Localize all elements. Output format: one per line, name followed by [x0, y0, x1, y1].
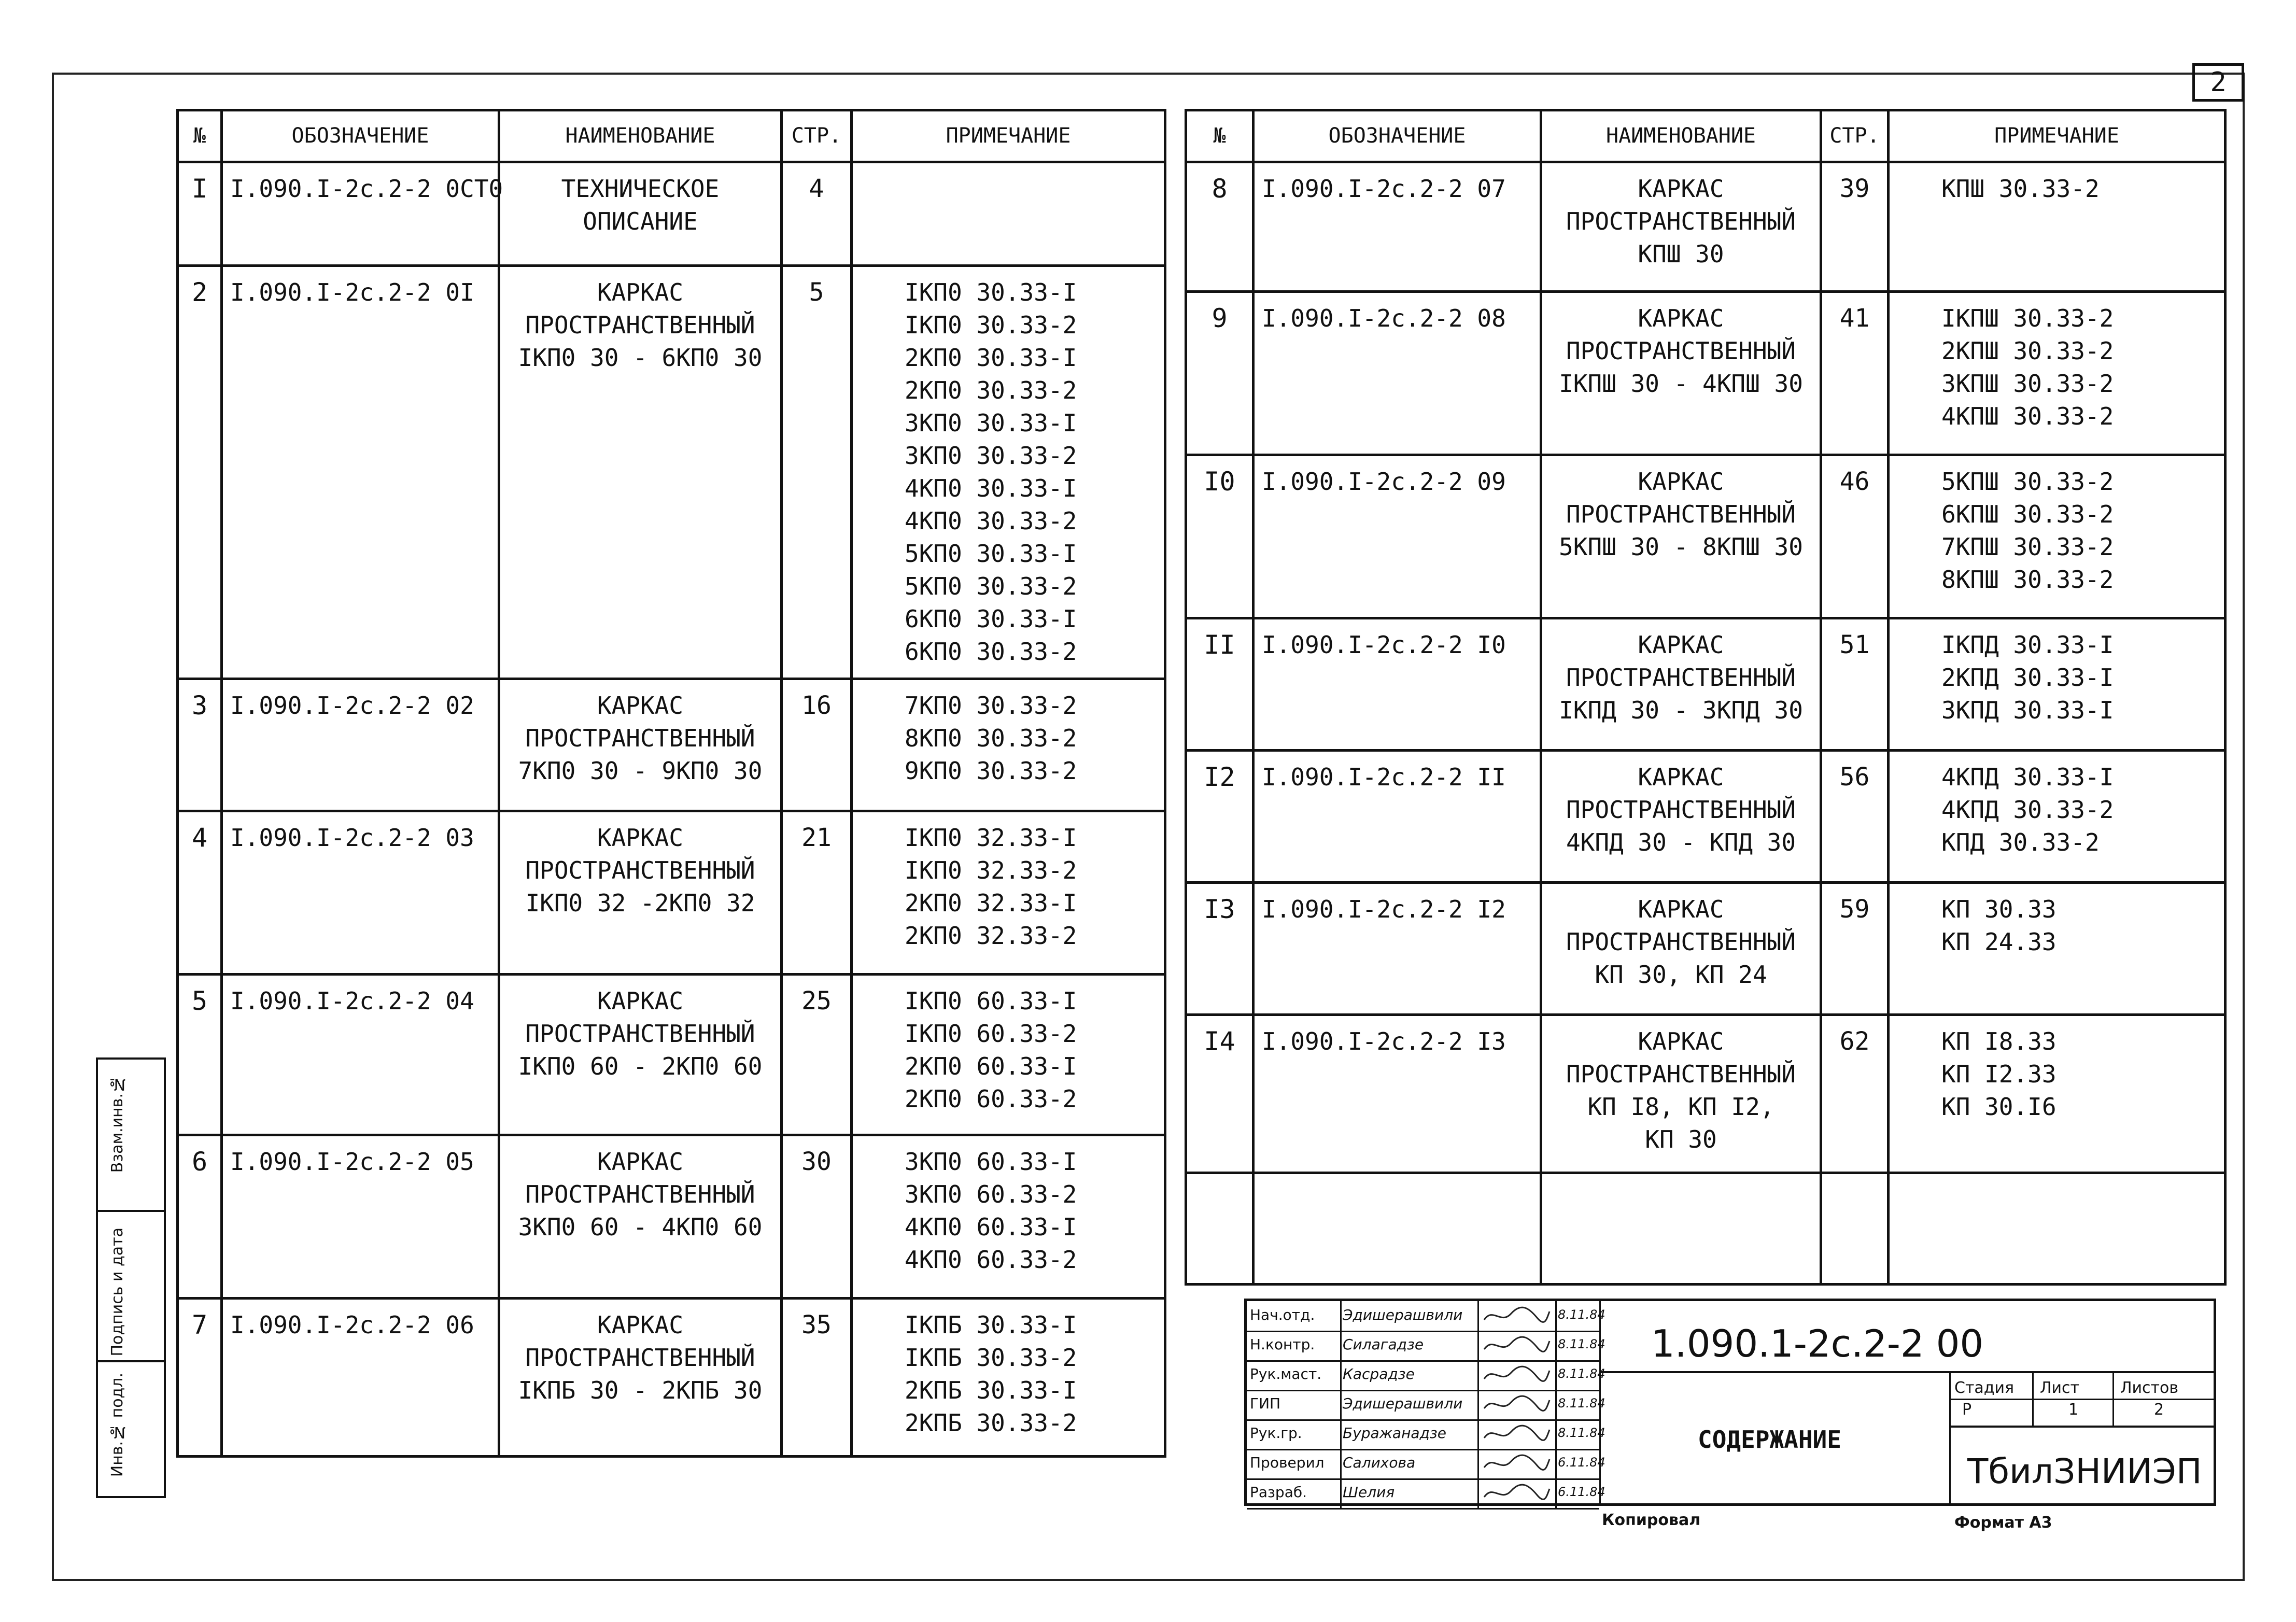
signature-role: Нач.отд. — [1250, 1306, 1315, 1323]
row-note: IКП0 32.33-I IКП0 32.33-2 2КП0 32.33-I 2КП0 32.33-2 — [852, 811, 1165, 975]
margin-cell — [98, 1360, 164, 1498]
row-designation: I.090.I-2с.2-2 0I — [222, 266, 499, 679]
row-designation: I.090.I-2с.2-2 I0 — [1253, 618, 1541, 751]
row-page: 5 — [782, 266, 852, 679]
document-code: 1.090.1-2с.2-2 00 — [1651, 1322, 1984, 1365]
row-note — [852, 162, 1165, 266]
format-label: Формат А3 — [1954, 1514, 2052, 1532]
empty-row — [1186, 1173, 2225, 1285]
row-number: 6 — [178, 1135, 222, 1299]
table-header-row — [178, 110, 1165, 162]
signature-person: Салихова — [1343, 1454, 1416, 1471]
row-page: 46 — [1821, 455, 1889, 618]
row-number: 4 — [178, 811, 222, 975]
row-designation: I.090.I-2с.2-2 05 — [222, 1135, 499, 1299]
stage-label: Стадия — [1954, 1379, 2015, 1397]
row-page: 39 — [1821, 162, 1889, 292]
row-designation: I.090.I-2с.2-2 II — [1253, 751, 1541, 883]
row-note: IКП0 30.33-I IКП0 30.33-2 2КП0 30.33-I 2КП0 30.33-2 3КП0 30.33-I 3КП0 30.33-2 4КП0 30.33-I 4КП0 30.33-2 5КП0 30.33-I 5КП0 30.33-2 6КП0 30.33-I 6КП0 30.33-2 — [852, 266, 1165, 679]
signature-scribble-icon — [1480, 1482, 1553, 1504]
right-table-body — [1186, 162, 2225, 1285]
header-num: № — [1186, 110, 1253, 162]
row-note: 4КПД 30.33-I 4КПД 30.33-2 КПД 30.33-2 — [1889, 751, 2225, 883]
signature-person: Шелия — [1343, 1484, 1395, 1501]
row-number: 5 — [178, 975, 222, 1135]
row-name: КАРКАС ПРОСТРАНСТВЕННЫЙ IКП0 30 - 6КП0 30 — [499, 266, 782, 679]
empty-cell — [1541, 1173, 1821, 1285]
contents-table-left — [176, 109, 1166, 1458]
row-name: КАРКАС ПРОСТРАНСТВЕННЫЙ IКП0 32 -2КП0 32 — [499, 811, 782, 975]
row-name: ТЕХНИЧЕСКОЕ ОПИСАНИЕ — [499, 162, 782, 266]
table-row — [178, 266, 1165, 679]
signature-scribble-icon — [1480, 1334, 1553, 1357]
table-row — [178, 1135, 1165, 1299]
divider — [1949, 1371, 1951, 1503]
empty-cell — [1186, 1173, 1253, 1285]
row-designation: I.090.I-2с.2-2 I3 — [1253, 1015, 1541, 1173]
signature-date: 6.11.84 — [1558, 1485, 1605, 1499]
table-row — [178, 1299, 1165, 1457]
signature-row — [1247, 1478, 1605, 1510]
sheets-label: Листов — [2120, 1379, 2179, 1397]
row-designation: I.090.I-2с.2-2 03 — [222, 811, 499, 975]
signature-person: Эдишерашвили — [1343, 1306, 1463, 1323]
document-title: СОДЕРЖАНИЕ — [1698, 1426, 1841, 1454]
table-row — [178, 679, 1165, 811]
row-name: КАРКАС ПРОСТРАНСТВЕННЫЙ 4КПД 30 - КПД 30 — [1541, 751, 1821, 883]
signature-date: 8.11.84 — [1558, 1396, 1605, 1411]
empty-cell — [1889, 1173, 2225, 1285]
header-num: № — [178, 110, 222, 162]
row-designation: I.090.I-2с.2-2 06 — [222, 1299, 499, 1457]
row-designation: I.090.I-2с.2-2 08 — [1253, 292, 1541, 455]
table-row — [1186, 751, 2225, 883]
left-table-body — [178, 162, 1165, 1457]
divider — [1340, 1301, 1342, 1508]
row-number: I3 — [1186, 883, 1253, 1015]
row-note: КП 30.33 КП 24.33 — [1889, 883, 2225, 1015]
row-note: КПШ 30.33-2 — [1889, 162, 2225, 292]
table-row — [1186, 162, 2225, 292]
table-row — [178, 162, 1165, 266]
signature-role: Рук.маст. — [1250, 1365, 1322, 1383]
header-page: СТР. — [1821, 110, 1889, 162]
sheet-value: 1 — [2068, 1401, 2079, 1419]
divider — [2112, 1371, 2114, 1426]
header-note: ПРИМЕЧАНИЕ — [852, 110, 1165, 162]
signature-person: Эдишерашвили — [1343, 1395, 1463, 1412]
table-row — [178, 811, 1165, 975]
row-page: 30 — [782, 1135, 852, 1299]
margin-label: Взам.инв.№ — [108, 1075, 126, 1173]
row-name: КАРКАС ПРОСТРАНСТВЕННЫЙ IКПД 30 - 3КПД 30 — [1541, 618, 1821, 751]
row-name: КАРКАС ПРОСТРАНСТВЕННЫЙ КП 30, КП 24 — [1541, 883, 1821, 1015]
margin-cell — [98, 1060, 164, 1210]
row-designation: I.090.I-2с.2-2 09 — [1253, 455, 1541, 618]
margin-label: Подпись и дата — [108, 1228, 126, 1357]
table-header-row — [1186, 110, 2225, 162]
title-block — [1244, 1299, 2216, 1506]
header-name: НАИМЕНОВАНИЕ — [499, 110, 782, 162]
row-page: 62 — [1821, 1015, 1889, 1173]
table-row — [1186, 618, 2225, 751]
signature-scribble-icon — [1480, 1304, 1553, 1327]
row-number: II — [1186, 618, 1253, 751]
signature-role: Н.контр. — [1250, 1336, 1315, 1353]
signature-scribble-icon — [1480, 1452, 1553, 1475]
row-designation: I.090.I-2с.2-2 02 — [222, 679, 499, 811]
signature-scribble-icon — [1480, 1393, 1553, 1416]
signature-date: 6.11.84 — [1558, 1455, 1605, 1470]
signature-role: Разраб. — [1250, 1484, 1307, 1501]
row-number: 7 — [178, 1299, 222, 1457]
signature-date: 8.11.84 — [1558, 1337, 1605, 1351]
margin-label: Инв.№ подл. — [108, 1373, 126, 1477]
signature-role: Рук.гр. — [1250, 1424, 1302, 1442]
signature-row — [1247, 1331, 1605, 1362]
table-row — [1186, 1015, 2225, 1173]
row-page: 59 — [1821, 883, 1889, 1015]
empty-cell — [1253, 1173, 1541, 1285]
row-page: 51 — [1821, 618, 1889, 751]
row-number: I2 — [1186, 751, 1253, 883]
header-designation: ОБОЗНАЧЕНИЕ — [1253, 110, 1541, 162]
row-note: IКПШ 30.33-2 2КПШ 30.33-2 3КПШ 30.33-2 4КПШ 30.33-2 — [1889, 292, 2225, 455]
signature-row — [1247, 1390, 1605, 1421]
signature-date: 8.11.84 — [1558, 1366, 1605, 1381]
signature-scribble-icon — [1480, 1363, 1553, 1386]
signature-role: ГИП — [1250, 1395, 1281, 1412]
row-number: I — [178, 162, 222, 266]
sheet-number: 2 — [2192, 63, 2244, 102]
empty-cell — [1821, 1173, 1889, 1285]
contents-table-right — [1185, 109, 2227, 1286]
sheet-label: Лист — [2040, 1379, 2080, 1397]
table-row — [1186, 292, 2225, 455]
signature-row — [1247, 1360, 1605, 1391]
margin-cell — [98, 1210, 164, 1360]
divider — [1599, 1371, 2214, 1373]
row-number: 3 — [178, 679, 222, 811]
row-number: I0 — [1186, 455, 1253, 618]
row-name: КАРКАС ПРОСТРАНСТВЕННЫЙ КП I8, КП I2, КП 30 — [1541, 1015, 1821, 1173]
sheets-value: 2 — [2154, 1401, 2164, 1419]
row-note: IКПД 30.33-I 2КПД 30.33-I 3КПД 30.33-I — [1889, 618, 2225, 751]
divider — [2032, 1371, 2034, 1426]
row-designation: I.090.I-2с.2-2 I2 — [1253, 883, 1541, 1015]
divider — [1949, 1426, 2214, 1428]
signature-row — [1247, 1419, 1605, 1450]
row-note: 7КП0 30.33-2 8КП0 30.33-2 9КП0 30.33-2 — [852, 679, 1165, 811]
row-number: 2 — [178, 266, 222, 679]
row-name: КАРКАС ПРОСТРАНСТВЕННЫЙ IКП0 60 - 2КП0 60 — [499, 975, 782, 1135]
header-page: СТР. — [782, 110, 852, 162]
row-name: КАРКАС ПРОСТРАНСТВЕННЫЙ 5КПШ 30 - 8КПШ 30 — [1541, 455, 1821, 618]
row-designation: I.090.I-2с.2-2 0СТ0 — [222, 162, 499, 266]
row-number: 8 — [1186, 162, 1253, 292]
row-name: КАРКАС ПРОСТРАНСТВЕННЫЙ КПШ 30 — [1541, 162, 1821, 292]
signature-person: Буражанадзе — [1343, 1424, 1447, 1442]
row-page: 21 — [782, 811, 852, 975]
row-page: 25 — [782, 975, 852, 1135]
divider — [1555, 1301, 1557, 1508]
row-page: 35 — [782, 1299, 852, 1457]
approval-margin-strip — [96, 1057, 166, 1498]
divider — [1477, 1301, 1479, 1508]
row-note: IКП0 60.33-I IКП0 60.33-2 2КП0 60.33-I 2КП0 60.33-2 — [852, 975, 1165, 1135]
signature-person: Силагадзе — [1343, 1336, 1424, 1353]
row-designation: I.090.I-2с.2-2 04 — [222, 975, 499, 1135]
row-note: КП I8.33 КП I2.33 КП 30.I6 — [1889, 1015, 2225, 1173]
signature-date: 8.11.84 — [1558, 1426, 1605, 1440]
header-designation: ОБОЗНАЧЕНИЕ — [222, 110, 499, 162]
row-page: 4 — [782, 162, 852, 266]
row-page: 16 — [782, 679, 852, 811]
row-name: КАРКАС ПРОСТРАНСТВЕННЫЙ 3КП0 60 - 4КП0 60 — [499, 1135, 782, 1299]
divider — [1949, 1399, 2214, 1400]
signature-scribble-icon — [1480, 1422, 1553, 1445]
copied-label: Копировал — [1602, 1511, 1701, 1529]
signature-date: 8.11.84 — [1558, 1307, 1605, 1322]
row-number: I4 — [1186, 1015, 1253, 1173]
table-row — [178, 975, 1165, 1135]
stage-value: Р — [1962, 1401, 1972, 1419]
row-name: КАРКАС ПРОСТРАНСТВЕННЫЙ 7КП0 30 - 9КП0 30 — [499, 679, 782, 811]
table-row — [1186, 455, 2225, 618]
divider — [1599, 1301, 1601, 1503]
header-name: НАИМЕНОВАНИЕ — [1541, 110, 1821, 162]
row-page: 56 — [1821, 751, 1889, 883]
row-name: КАРКАС ПРОСТРАНСТВЕННЫЙ IКПБ 30 - 2КПБ 30 — [499, 1299, 782, 1457]
row-name: КАРКАС ПРОСТРАНСТВЕННЫЙ IКПШ 30 - 4КПШ 30 — [1541, 292, 1821, 455]
row-note: 5КПШ 30.33-2 6КПШ 30.33-2 7КПШ 30.33-2 8КПШ 30.33-2 — [1889, 455, 2225, 618]
signature-row — [1247, 1301, 1605, 1332]
row-note: IКПБ 30.33-I IКПБ 30.33-2 2КПБ 30.33-I 2КПБ 30.33-2 — [852, 1299, 1165, 1457]
row-page: 41 — [1821, 292, 1889, 455]
row-designation: I.090.I-2с.2-2 07 — [1253, 162, 1541, 292]
row-note: 3КП0 60.33-I 3КП0 60.33-2 4КП0 60.33-I 4КП0 60.33-2 — [852, 1135, 1165, 1299]
signature-row — [1247, 1449, 1605, 1480]
signature-person: Касрадзе — [1343, 1365, 1415, 1383]
organization-name: ТбилЗНИИЭП — [1967, 1451, 2202, 1491]
header-note: ПРИМЕЧАНИЕ — [1889, 110, 2225, 162]
signature-role: Проверил — [1250, 1454, 1325, 1471]
table-row — [1186, 883, 2225, 1015]
row-number: 9 — [1186, 292, 1253, 455]
